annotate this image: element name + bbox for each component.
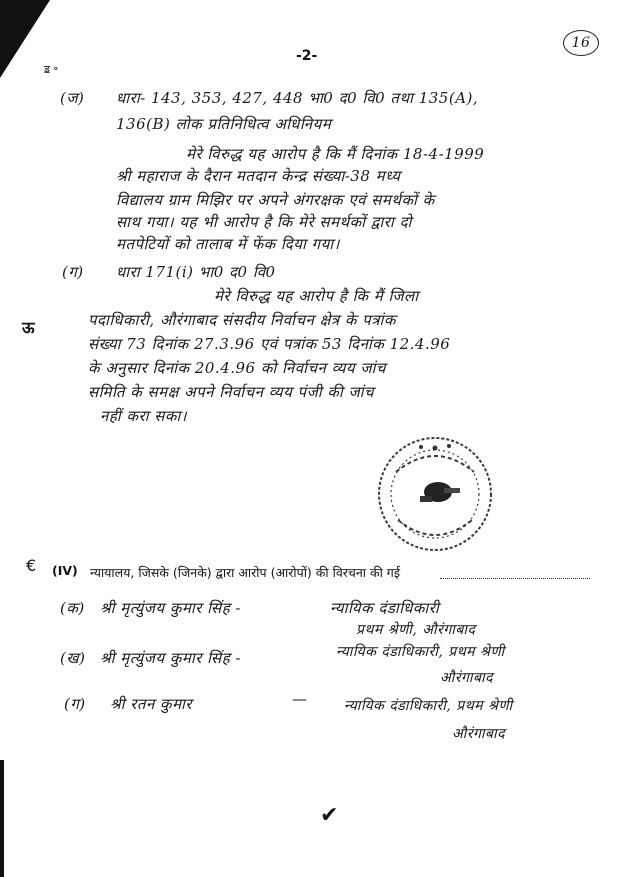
item-a-line-1: धारा- 143, 353, 427, 448 भा0 द0 वि0 तथा 135(A), [116,89,479,107]
item-a-line-4: श्री महाराज के दैरान मतदान केन्द्र संख्या-38 मध्य [116,167,401,185]
section-iv-heading: न्यायालय, जिसके (जिनके) द्वारा आरोप (आरोपों) की विरचना की गई [90,565,400,580]
section-iv-number: (IV) [52,563,78,578]
court-entry-1-office: न्यायिक दंडाधिकारी [330,599,440,617]
item-b-label: (ग) [62,263,84,281]
item-a-label: (ज) [60,89,85,107]
court-entry-2-office-line-2: औरंगाबाद [440,670,494,686]
court-entry-3-name: श्री रतन कुमार [110,695,193,713]
court-entry-3-office: न्यायिक दंडाधिकारी, प्रथम श्रेणी [344,698,513,714]
court-entry-2-label: (ख) [60,649,86,667]
item-b-line-5: के अनुसार दिनांक 20.4.96 को निर्वाचन व्यय जांच [88,359,386,377]
court-entry-2-office: न्यायिक दंडाधिकारी, प्रथम श्रेणी [336,644,505,660]
item-a-line-2: 136(B) लोक प्रतिनिधित्व अधिनियम [116,115,332,133]
corner-scan-mark [0,0,50,78]
court-entry-3-dash: — [292,690,308,708]
item-b-line-3: पदाधिकारी, औरंगाबाद संसदीय निर्वाचन क्षेत्र के पत्रांक [88,311,396,329]
page-number: -2- [296,48,318,64]
court-entry-1-label: (क) [60,599,85,617]
item-b-line-1: धारा 171(i) भा0 द0 वि0 [116,263,276,281]
left-edge-scan-mark [0,760,4,877]
court-entry-3-label: (ग) [64,695,86,713]
margin-bullet-mark: ऊ [22,318,35,337]
margin-circle-mark: € [26,556,37,575]
official-seal-stamp [374,432,496,556]
item-a-line-3: मेरे विरुद्ध यह आरोप है कि मैं दिनांक 18-4-1999 [186,145,485,163]
item-b-line-7: नहीं करा सका। [100,407,187,425]
margin-mark: ॾ ॰ [44,63,59,76]
court-entry-3-office-line-2: औरंगाबाद [452,726,506,742]
margin-page-number: 16 [563,30,599,56]
court-entry-1-office-line-2: प्रथम श्रेणी, औरंगाबाद [356,622,476,638]
item-a-line-6: साथ गया। यह भी आरोप है कि मेरे समर्थकों द्वारा दो [116,213,412,231]
court-entry-2-name: श्री मृत्युंजय कुमार सिंह - [100,649,241,667]
item-b-line-6: समिति के समक्ष अपने निर्वाचन व्यय पंजी की जांच [88,383,375,401]
item-b-line-2: मेरे विरुद्ध यह आरोप है कि मैं जिला [214,287,419,305]
check-mark-icon: ✔ [320,803,339,828]
fill-in-dotted-line [440,568,590,579]
item-a-line-5: विद्यालय ग्राम मिझिर पर अपने अंगरक्षक एवं समर्थकों के [116,191,435,209]
item-a-line-7: मतपेटियों को तालाब में फेंक दिया गया। [116,235,340,253]
item-b-line-4: संख्या 73 दिनांक 27.3.96 एवं पत्रांक 53 दिनांक 12.4.96 [88,335,451,353]
court-entry-1-name: श्री मृत्युंजय कुमार सिंह - [100,599,241,617]
